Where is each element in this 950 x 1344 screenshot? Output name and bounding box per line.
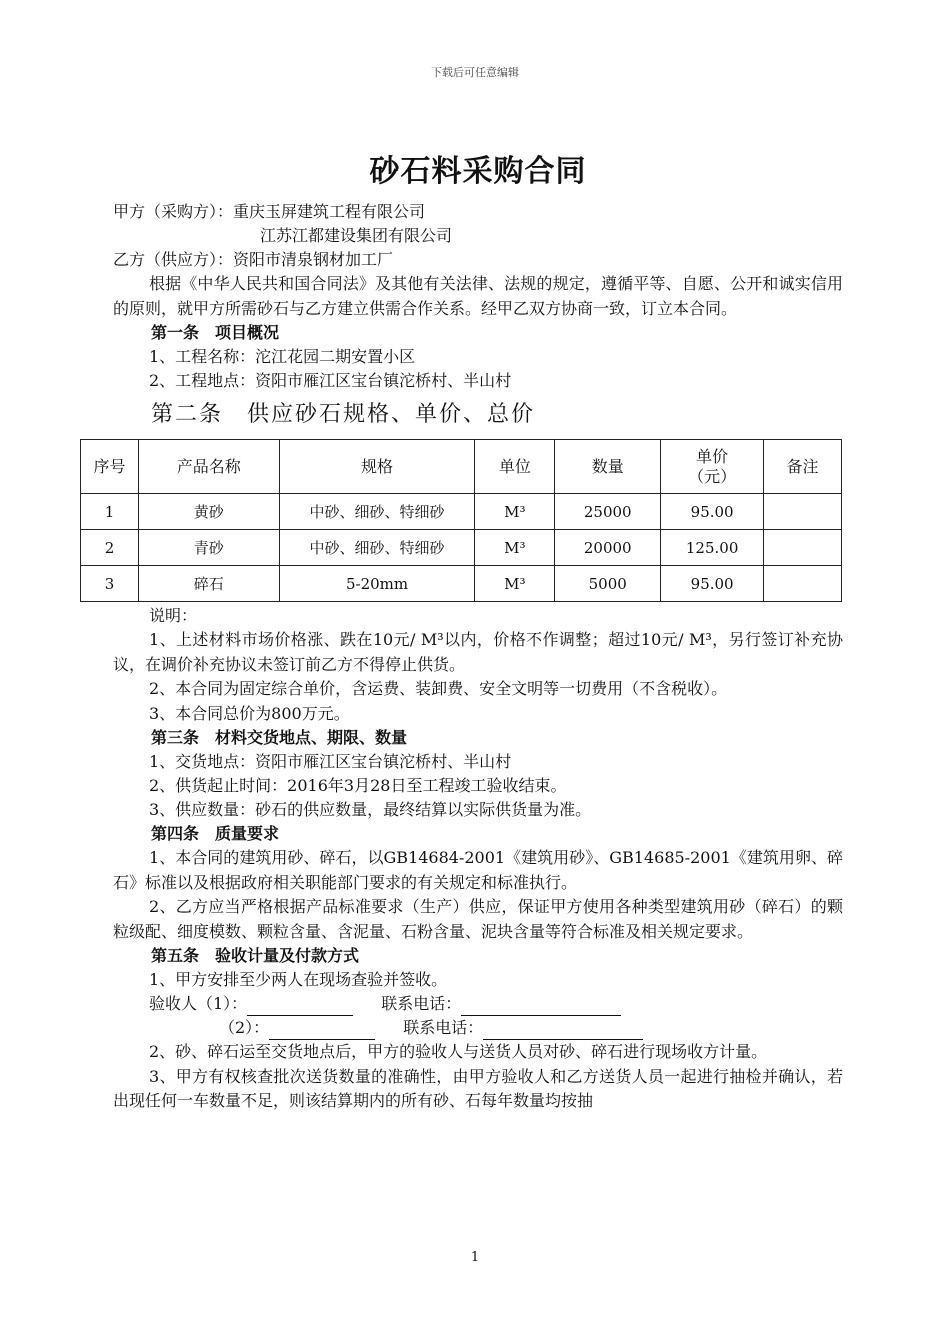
- table-cell: 25000: [555, 494, 661, 530]
- inspector1-label: 验收人（1）：: [149, 994, 248, 1013]
- table-cell: M³: [475, 566, 555, 602]
- table-cell: [764, 494, 842, 530]
- table-cell: 中砂、细砂、特细砂: [279, 530, 475, 566]
- party-a-name-1: 重庆玉屏建筑工程有限公司: [233, 202, 426, 221]
- article4-item: 2、乙方应当严格根据产品标准要求（生产）供应，保证甲方使用各种类型建筑用砂（碎石）的颗粒级配、细度模数、颗粒含量、含泥量、石粉含量、泥块含量等符合标准及相关规定要求。: [113, 897, 843, 941]
- table-cell: 20000: [555, 530, 661, 566]
- document-title: 砂石料采购合同: [369, 154, 587, 189]
- table-row: [81, 566, 842, 602]
- document-page: [93, 146, 843, 1114]
- party-a-line-2: [113, 224, 843, 248]
- table-cell: 青砂: [138, 530, 279, 566]
- column-header: 数量: [555, 440, 661, 494]
- column-header: 序号: [81, 440, 139, 494]
- party-b-line: [113, 248, 843, 272]
- note-label: 说明：: [149, 606, 198, 625]
- article5-item: 3、甲方有权核查批次送货数量的准确性，由甲方验收人和乙方送货人员一起进行抽检并确认，若出现任何一车数量不足，则该结算期内的所有砂、石每年数量均按抽: [113, 1066, 843, 1110]
- inspector2-label: （2）：: [219, 1018, 270, 1037]
- phone-label: 联系电话：: [403, 1018, 484, 1037]
- table-cell: 2: [81, 530, 139, 566]
- article1-heading: 第一条 项目概况: [151, 323, 280, 342]
- article5-heading: 第五条 验收计量及付款方式: [151, 946, 360, 965]
- page-number: 1: [470, 1250, 480, 1265]
- table-row: [81, 530, 842, 566]
- article2-heading: 第二条 供应砂石规格、单价、总价: [151, 402, 536, 427]
- party-a-label: 甲方（采购方）：: [113, 202, 234, 221]
- table-cell: 95.00: [661, 494, 764, 530]
- article5-item: 2、砂、碎石运至交货地点后，甲方的验收人与送货人员对砂、碎石进行现场收方计量。: [149, 1042, 768, 1061]
- table-cell: [764, 566, 842, 602]
- table-cell: 中砂、细砂、特细砂: [279, 494, 475, 530]
- inspector1-blank: [247, 999, 353, 1016]
- article1-item: 1、工程名称：沱江花园二期安置小区: [149, 347, 416, 366]
- column-header: 规格: [279, 440, 475, 494]
- table-header-row: [81, 440, 842, 494]
- party-a-name-2: 江苏江都建设集团有限公司: [260, 226, 453, 245]
- table-cell: M³: [475, 530, 555, 566]
- preamble: 根据《中华人民共和国合同法》及其他有关法律、法规的规定，遵循平等、自愿、公开和诚实信用的原则，就甲方所需砂石与乙方建立供需合作关系。经甲乙双方协商一致，订立本合同。: [113, 274, 843, 318]
- note-item: 2、本合同为固定综合单价，含运费、装卸费、安全文明等一切费用（不含税收）。: [149, 679, 728, 698]
- article3-item: 1、交货地点：资阳市雁江区宝台镇沱桥村、半山村: [149, 752, 512, 771]
- inspector-line-1: [113, 992, 843, 1016]
- table-cell: 125.00: [661, 530, 764, 566]
- column-header: 单价 （元）: [661, 440, 764, 494]
- party-b-name: 资阳市清泉钢材加工厂: [233, 250, 394, 269]
- phone2-blank: [483, 1023, 643, 1040]
- column-header: 单位: [475, 440, 555, 494]
- table-cell: 1: [81, 494, 139, 530]
- table-cell: M³: [475, 494, 555, 530]
- table-cell: 5000: [555, 566, 661, 602]
- table-row: [81, 494, 842, 530]
- note-item: 3、本合同总价为800万元。: [149, 703, 350, 723]
- party-b-label: 乙方（供应方）：: [113, 250, 234, 269]
- table-cell: 3: [81, 566, 139, 602]
- party-a-line: [113, 200, 843, 224]
- note-item: 1、上述材料市场价格涨、跌在10元/ M³以内，价格不作调整；超过10元/ M³，另行签订补充协议，在调价补充协议未签订前乙方不得停止供货。: [113, 630, 843, 674]
- article3-heading: 第三条 材料交货地点、期限、数量: [151, 728, 408, 747]
- inspector-line-2: [113, 1016, 843, 1040]
- table-cell: 95.00: [661, 566, 764, 602]
- article4-item: 1、本合同的建筑用砂、碎石，以GB14684-2001《建筑用砂》、GB14685-2001《建筑用卵、碎石》标准以及根据政府相关职能部门要求的有关规定和标准执行。: [113, 848, 843, 892]
- article4-heading: 第四条 质量要求: [151, 824, 280, 843]
- article3-item: 2、供货起止时间：2016年3月28日至工程竣工验收结束。: [149, 776, 567, 795]
- table-cell: 碎石: [138, 566, 279, 602]
- column-header: 备注: [764, 440, 842, 494]
- spec-table: [80, 439, 842, 602]
- table-cell: [764, 530, 842, 566]
- article1-item: 2、工程地点：资阳市雁江区宝台镇沱桥村、半山村: [149, 371, 512, 390]
- inspector2-blank: [269, 1023, 375, 1040]
- phone1-blank: [461, 999, 621, 1016]
- table-cell: 5-20mm: [279, 566, 475, 602]
- column-header: 产品名称: [138, 440, 279, 494]
- header-note: 下载后可任意编辑: [431, 66, 519, 79]
- table-cell: 黄砂: [138, 494, 279, 530]
- phone-label: 联系电话：: [381, 994, 462, 1013]
- article5-item: 1、甲方安排至少两人在现场查验并签收。: [149, 970, 448, 989]
- article3-item: 3、供应数量：砂石的供应数量，最终结算以实际供货量为准。: [149, 800, 592, 819]
